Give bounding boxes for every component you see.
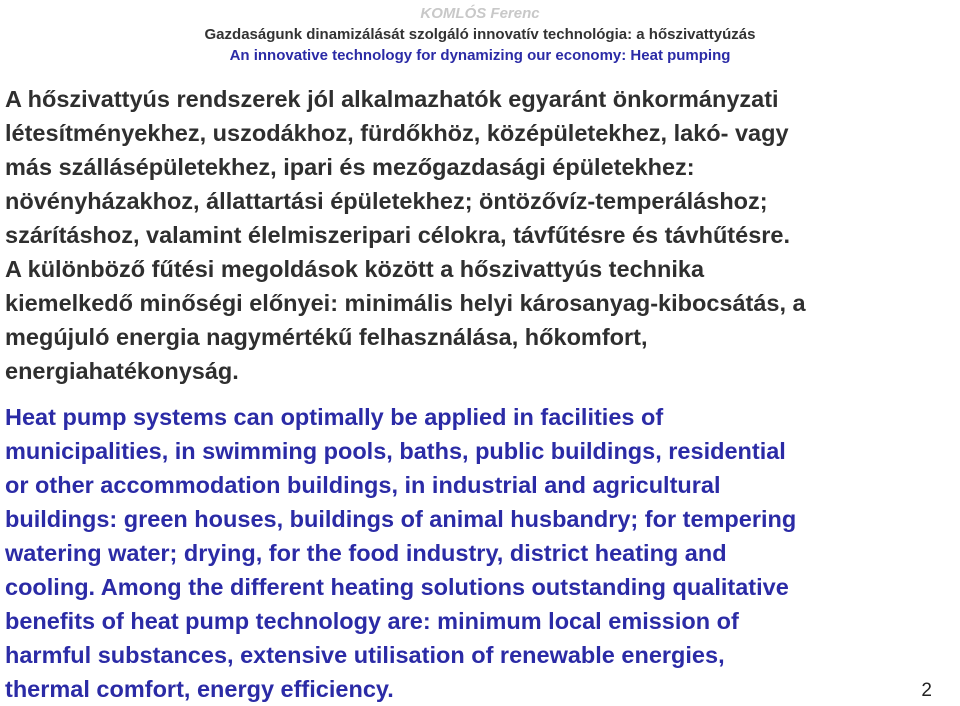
english-line: cooling. Among the different heating solutions outstanding qualitative bbox=[5, 574, 789, 600]
hungarian-paragraph bbox=[5, 82, 960, 388]
hungarian-line: energiahatékonyság. bbox=[5, 358, 239, 384]
hungarian-line: A hőszivattyús rendszerek jól alkalmazhatók egyaránt önkormányzati bbox=[5, 86, 779, 112]
english-line: or other accommodation buildings, in industrial and agricultural bbox=[5, 472, 721, 498]
hungarian-line: szárításhoz, valamint élelmiszeripari célokra, távfűtésre és távhűtésre. bbox=[5, 222, 791, 248]
hungarian-line: megújuló energia nagymértékű felhasználása, hőkomfort, bbox=[5, 324, 648, 350]
hungarian-line: kiemelkedő minőségi előnyei: minimális helyi károsanyag-kibocsátás, a bbox=[5, 290, 806, 316]
page-number: 2 bbox=[921, 680, 932, 701]
english-line: municipalities, in swimming pools, baths, public buildings, residential bbox=[5, 438, 786, 464]
hungarian-line: A különböző fűtési megoldások között a hőszivattyús technika bbox=[5, 256, 705, 282]
header-title-hungarian: Gazdaságunk dinamizálását szolgáló innovatív technológia: a hőszivattyúzás bbox=[204, 26, 756, 43]
header-title-english: An innovative technology for dynamizing our economy: Heat pumping bbox=[229, 47, 731, 64]
hungarian-line: növényházakhoz, állattartási épületekhez; öntözővíz-temperáláshoz; bbox=[5, 188, 768, 214]
english-paragraph bbox=[5, 400, 960, 706]
english-line: harmful substances, extensive utilisation of renewable energies, bbox=[5, 642, 725, 668]
english-line: benefits of heat pump technology are: minimum local emission of bbox=[5, 608, 739, 634]
hungarian-line: más szállásépületekhez, ipari és mezőgazdasági épületekhez: bbox=[5, 154, 695, 180]
english-line: buildings: green houses, buildings of animal husbandry; for tempering bbox=[5, 506, 797, 532]
english-line: thermal comfort, energy efficiency. bbox=[5, 676, 394, 702]
page-header bbox=[0, 4, 960, 66]
author-name: KOMLÓS Ferenc bbox=[420, 5, 540, 22]
hungarian-line: létesítményekhez, uszodákhoz, fürdőkhöz, középületekhez, lakó- vagy bbox=[5, 120, 789, 146]
english-line: watering water; drying, for the food industry, district heating and bbox=[5, 540, 727, 566]
english-line: Heat pump systems can optimally be applied in facilities of bbox=[5, 404, 664, 430]
